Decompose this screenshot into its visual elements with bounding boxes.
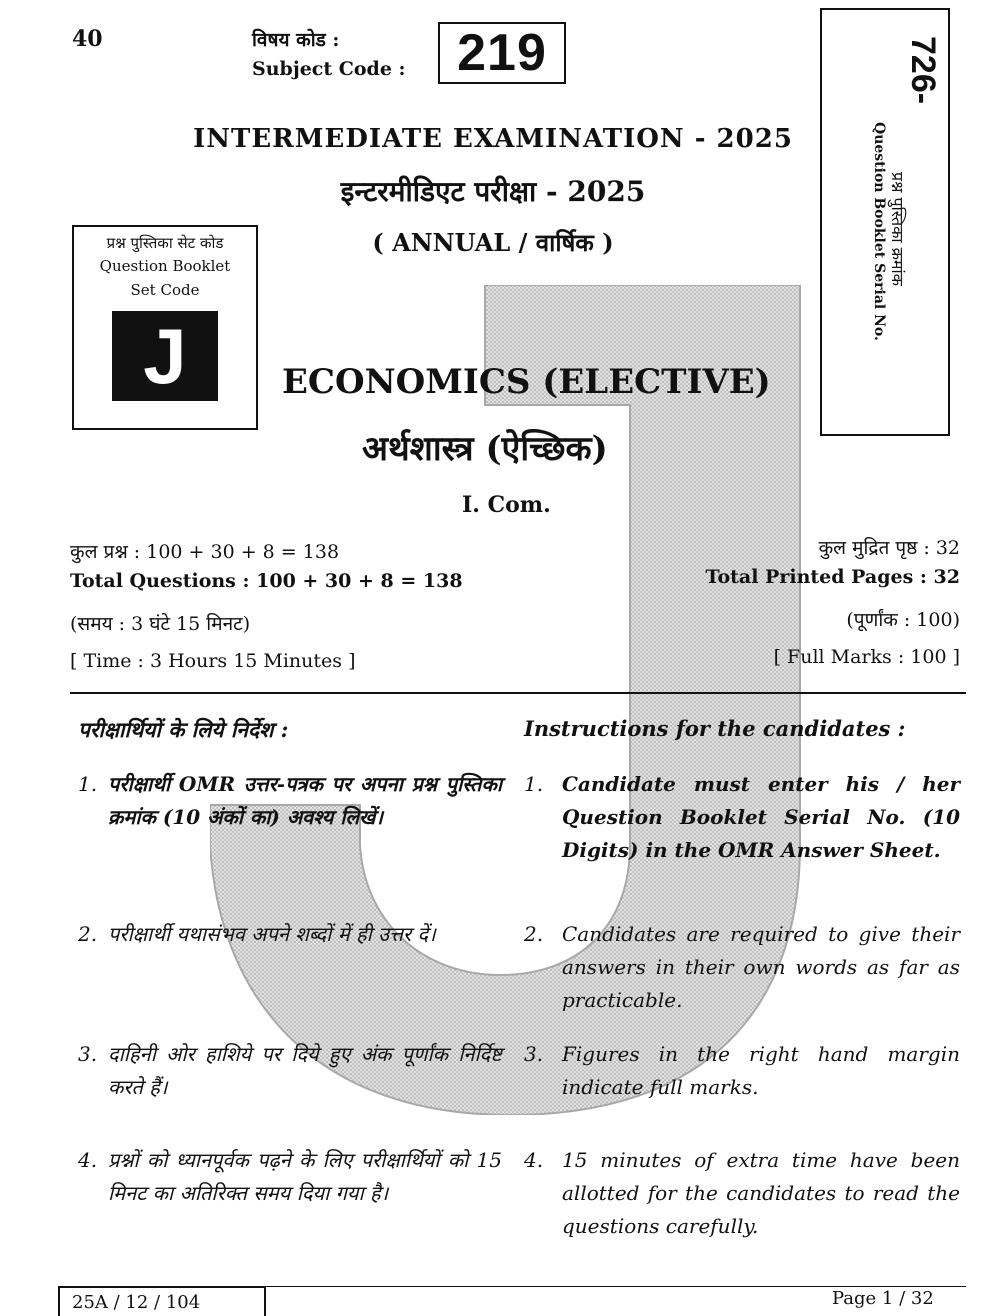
instruction-hindi-2 (78, 918, 502, 988)
footer-code: 25A / 12 / 104 (58, 1286, 266, 1316)
instruction-text: 15 minutes of extra time have been allotted for the candidates to read the questions carefully. (562, 1148, 960, 1238)
full-marks-hindi: (पूर्णांक : 100) (846, 609, 960, 631)
instruction-number: 1. (78, 772, 98, 796)
set-code-label-line1: Question Booklet (99, 257, 231, 275)
instruction-text: Figures in the right hand margin indicate full marks. (562, 1042, 960, 1099)
subject-name: ECONOMICS (ELECTIVE) (282, 362, 771, 402)
subject-name-hindi: अर्थशास्त्र (ऐच्छिक) (362, 429, 608, 469)
instruction-number: 3. (78, 1042, 98, 1066)
instruction-text: Candidate must enter his / her Question Booklet Serial No. (10 Digits) in the OMR Answer Sheet. (562, 772, 960, 862)
footer-page-number: Page 1 / 32 (832, 1288, 934, 1309)
instruction-text: Candidates are required to give their answers in their own words as far as practicable. (562, 922, 960, 1012)
instruction-number: 3. (524, 1042, 544, 1066)
serial-number-box (820, 8, 950, 436)
exam-title-hindi: इन्टरमीडिएट परीक्षा - 2025 (340, 175, 646, 208)
instruction-hindi-1 (78, 768, 502, 868)
instruction-1 (524, 768, 960, 900)
full-marks: [ Full Marks : 100 ] (773, 646, 960, 668)
instructions-heading: Instructions for the candidates : (524, 716, 906, 741)
set-code-label-line2: Set Code (130, 281, 200, 299)
instruction-text: परीक्षार्थी यथासंभव अपने शब्दों में ही उत्तर दें। (108, 922, 436, 946)
subject-code-box: 219 (438, 22, 566, 84)
serial-number: 726- (904, 36, 942, 105)
instruction-2 (524, 918, 960, 1018)
serial-label: Question Booklet Serial No. (871, 122, 887, 341)
set-code-box (72, 225, 258, 430)
total-questions-hindi: कुल प्रश्न : 100 + 30 + 8 = 138 (70, 541, 340, 563)
instruction-text: परीक्षार्थी OMR उत्तर-पत्रक पर अपना प्रश्न पुस्तिका क्रमांक (10 अंकों का) अवश्य लिखें। (108, 772, 502, 829)
instruction-number: 2. (524, 922, 544, 946)
instruction-number: 1. (524, 772, 544, 796)
total-questions: Total Questions : 100 + 30 + 8 = 138 (70, 570, 463, 592)
divider (70, 692, 966, 694)
subject-code-label-hindi: विषय कोड : (252, 29, 340, 51)
exam-type: ( ANNUAL / वार्षिक ) (372, 228, 614, 257)
subject-code-label: Subject Code : (252, 58, 406, 80)
instruction-hindi-3 (78, 1038, 502, 1108)
serial-label-hindi: प्रश्न पुस्तिका क्रमांक (888, 172, 907, 286)
exam-title: INTERMEDIATE EXAMINATION - 2025 (193, 124, 793, 154)
time-hindi: (समय : 3 घंटे 15 मिनट) (70, 613, 251, 635)
instruction-hindi-4 (78, 1144, 502, 1244)
instruction-3 (524, 1038, 960, 1108)
instruction-text: दाहिनी ओर हाशिये पर दिये हुए अंक पूर्णांक निर्दिष्ट करते हैं। (108, 1042, 502, 1099)
set-code-label-hindi: प्रश्न पुस्तिका सेट कोड (106, 234, 224, 252)
instruction-text: प्रश्नों को ध्यानपूर्वक पढ़ने के लिए परीक्षार्थियों को 15 मिनट का अतिरिक्त समय दिया गया है। (108, 1148, 502, 1205)
stream-label: I. Com. (462, 492, 551, 518)
instruction-number: 4. (524, 1148, 544, 1172)
time: [ Time : 3 Hours 15 Minutes ] (70, 650, 356, 672)
instruction-number: 4. (78, 1148, 98, 1172)
total-pages: Total Printed Pages : 32 (705, 566, 960, 588)
page-number: 40 (72, 26, 103, 52)
instructions-heading-hindi: परीक्षार्थियों के लिये निर्देश : (78, 717, 289, 742)
set-code-letter: J (112, 311, 218, 401)
instruction-number: 2. (78, 922, 98, 946)
instruction-4 (524, 1144, 960, 1244)
total-pages-hindi: कुल मुद्रित पृष्ठ : 32 (818, 537, 960, 559)
